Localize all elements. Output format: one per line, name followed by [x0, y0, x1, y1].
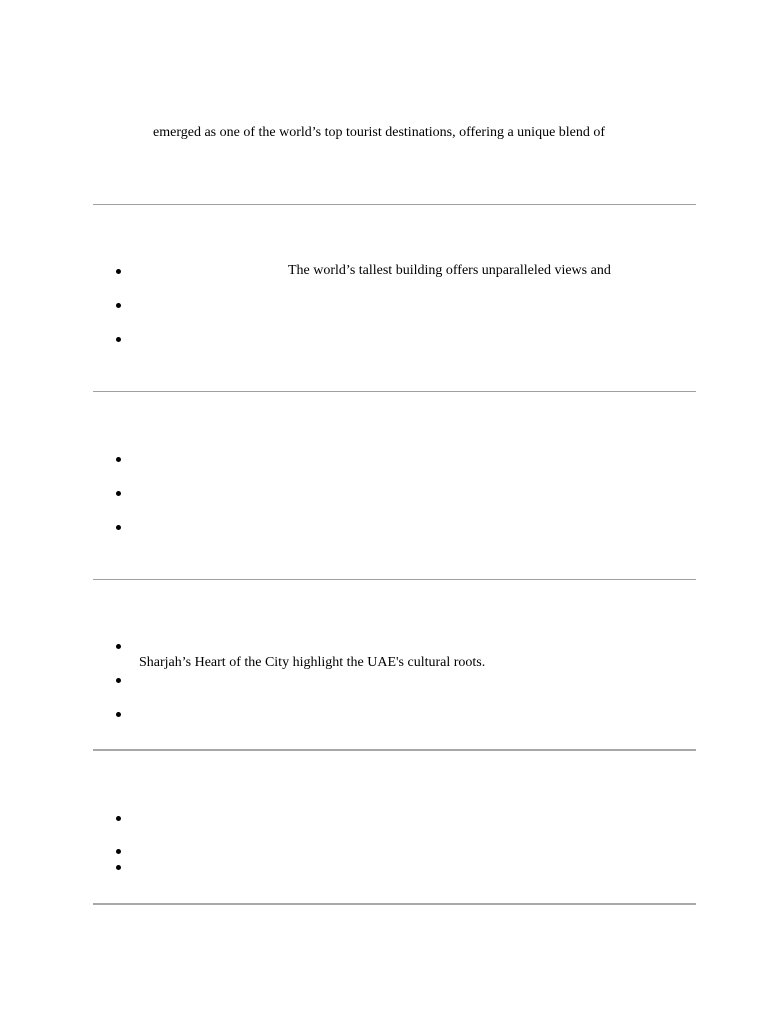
list-item-text: Sharjah’s Heart of the City highlight the UAE's cultural roots.	[139, 655, 486, 670]
bullet-marker	[114, 814, 122, 822]
intro-paragraph: emerged as one of the world’s top tourist destinations, offering a unique blend of	[153, 125, 606, 140]
bullet-marker	[114, 455, 122, 463]
section-divider	[93, 204, 696, 205]
bullet-marker	[114, 676, 122, 684]
bullet-marker	[114, 301, 122, 309]
bullet-marker	[114, 335, 122, 343]
section-divider	[93, 391, 696, 392]
bullet-marker	[114, 863, 122, 871]
bullet-marker	[114, 710, 122, 718]
bullet-marker	[114, 489, 122, 497]
bullet-marker	[114, 523, 122, 531]
bullet-marker	[114, 642, 122, 650]
list-item-text: The world’s tallest building offers unparalleled views and	[288, 263, 611, 278]
bullet-marker	[114, 847, 122, 855]
bullet-marker	[114, 267, 122, 275]
section-divider	[93, 579, 696, 580]
section-divider	[93, 903, 696, 905]
section-divider	[93, 749, 696, 751]
